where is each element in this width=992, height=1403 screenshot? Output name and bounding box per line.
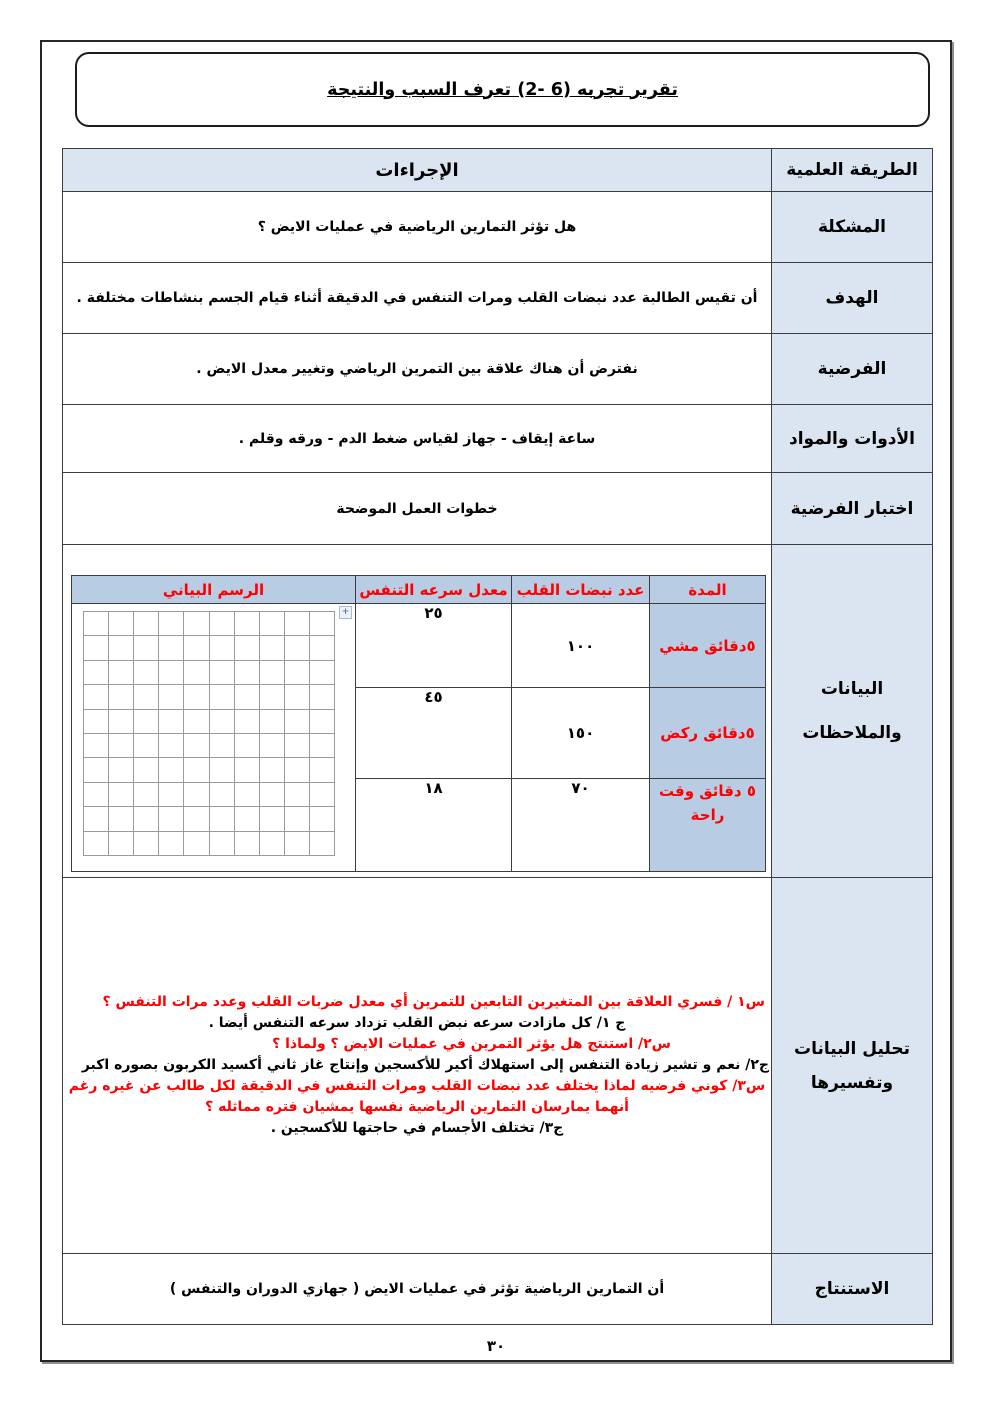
duration-rest: ٥ دقائق وقت راحة	[650, 779, 766, 872]
breath-rate-rest: ١٨	[356, 779, 512, 872]
page-number: ٣٠	[486, 1337, 506, 1355]
measurement-row-walking	[72, 604, 766, 688]
data-label-line2: والملاحظات	[802, 723, 902, 743]
header-procedures: الإجراءات	[63, 149, 772, 192]
question-1: س١ / فسري العلاقة بين المتغيرين التابعين للتمرين أي معدل ضربات القلب وعدد مرات التنفس ؟	[102, 994, 765, 1010]
col-header-breath-rate: معدل سرعه التنفس	[356, 576, 512, 604]
data-observations-label	[772, 545, 933, 878]
title-box	[75, 52, 930, 127]
row-conclusion	[63, 1254, 933, 1325]
table-move-handle-icon[interactable]: +	[339, 606, 352, 619]
analysis-section-label	[772, 878, 933, 1254]
duration-running: ٥دقائق ركض	[650, 688, 766, 779]
question-3: س٣/ كوني فرضيه لماذا يختلف عدد نبضات القلب ومرات التنفس في الدقيقة لكل طالب عن غيره رغم أنهما يمارسان التمارين الرياضية نفسها يمشيان فتره مماثله ؟	[68, 1078, 766, 1115]
row-hypothesis	[63, 334, 933, 405]
header-scientific-method: الطريقة العلمية	[772, 149, 933, 192]
col-header-graph: الرسم البياني	[72, 576, 356, 604]
graph-cell	[72, 604, 356, 872]
heart-beats-running: ١٥٠	[512, 688, 650, 779]
row-content-objective: أن تقيس الطالبة عدد نبضات القلب ومرات التنفس في الدقيقة أثناء قيام الجسم بنشاطات مختلفة .	[63, 263, 772, 334]
breath-rate-running: ٤٥	[356, 688, 512, 779]
grid-chart	[83, 611, 335, 856]
col-header-heart-beats: عدد نبضات القلب	[512, 576, 650, 604]
breath-rate-walking: ٢٥	[356, 604, 512, 688]
measurements-table	[71, 575, 766, 872]
table-header-row	[63, 149, 933, 192]
row-label-hypothesis-test: اختبار الفرضية	[772, 473, 933, 545]
question-2: س٢/ استنتج هل يؤثر التمرين في عمليات الايض ؟ ولماذا ؟	[272, 1036, 671, 1052]
row-analysis	[63, 878, 933, 1254]
duration-walking: ٥دقائق مشي	[650, 604, 766, 688]
col-header-duration: المدة	[650, 576, 766, 604]
answer-1: ج ١/ كل مازادت سرعه نبض القلب تزداد سرعه التنفس أيضا .	[208, 1015, 626, 1031]
heart-beats-rest: ٧٠	[512, 779, 650, 872]
row-tools-materials	[63, 405, 933, 473]
analysis-content	[63, 878, 772, 1254]
analysis-label-line1: تحليل البيانات	[794, 1038, 910, 1059]
row-content-conclusion: أن التمارين الرياضية تؤثر في عمليات الايض ( جهازي الدوران والتنفس )	[63, 1254, 772, 1325]
answer-3: ج٣/ تختلف الأجسام في حاجتها للأكسجين .	[270, 1120, 564, 1136]
data-observations-content	[63, 545, 772, 878]
row-label-hypothesis: الفرضية	[772, 334, 933, 405]
analysis-label-line2: وتفسيرها	[810, 1072, 894, 1093]
page-title: تقرير تجربه (‎2- 6‎) تعرف السبب والنتيجة	[327, 79, 678, 100]
row-label-conclusion: الاستنتاج	[772, 1254, 933, 1325]
row-hypothesis-test	[63, 473, 933, 545]
row-label-tools-materials: الأدوات والمواد	[772, 405, 933, 473]
row-content-hypothesis-test: خطوات العمل الموضحة	[63, 473, 772, 545]
row-label-objective: الهدف	[772, 263, 933, 334]
row-problem	[63, 192, 933, 263]
answer-2: ج٢/ نعم و تشير زيادة التنفس إلى استهلاك أكير للأكسجين وإنتاج غاز ثاني أكسيد الكربون بصوره اكبر	[81, 1057, 769, 1073]
row-content-problem: هل تؤثر التمارين الرياضية في عمليات الايض ؟	[63, 192, 772, 263]
measurements-header-row	[72, 576, 766, 604]
row-content-tools-materials: ساعة إيقاف - جهاز لقياس ضغط الدم - ورقه وقلم .	[63, 405, 772, 473]
report-table	[62, 148, 933, 1325]
row-data-observations	[63, 545, 933, 878]
data-label-line1: البيانات	[820, 679, 884, 699]
heart-beats-walking: ١٠٠	[512, 604, 650, 688]
row-content-hypothesis: نفترض أن هناك علاقة بين التمرين الرياضي وتغيير معدل الايض .	[63, 334, 772, 405]
row-objective	[63, 263, 933, 334]
row-label-problem: المشكلة	[772, 192, 933, 263]
